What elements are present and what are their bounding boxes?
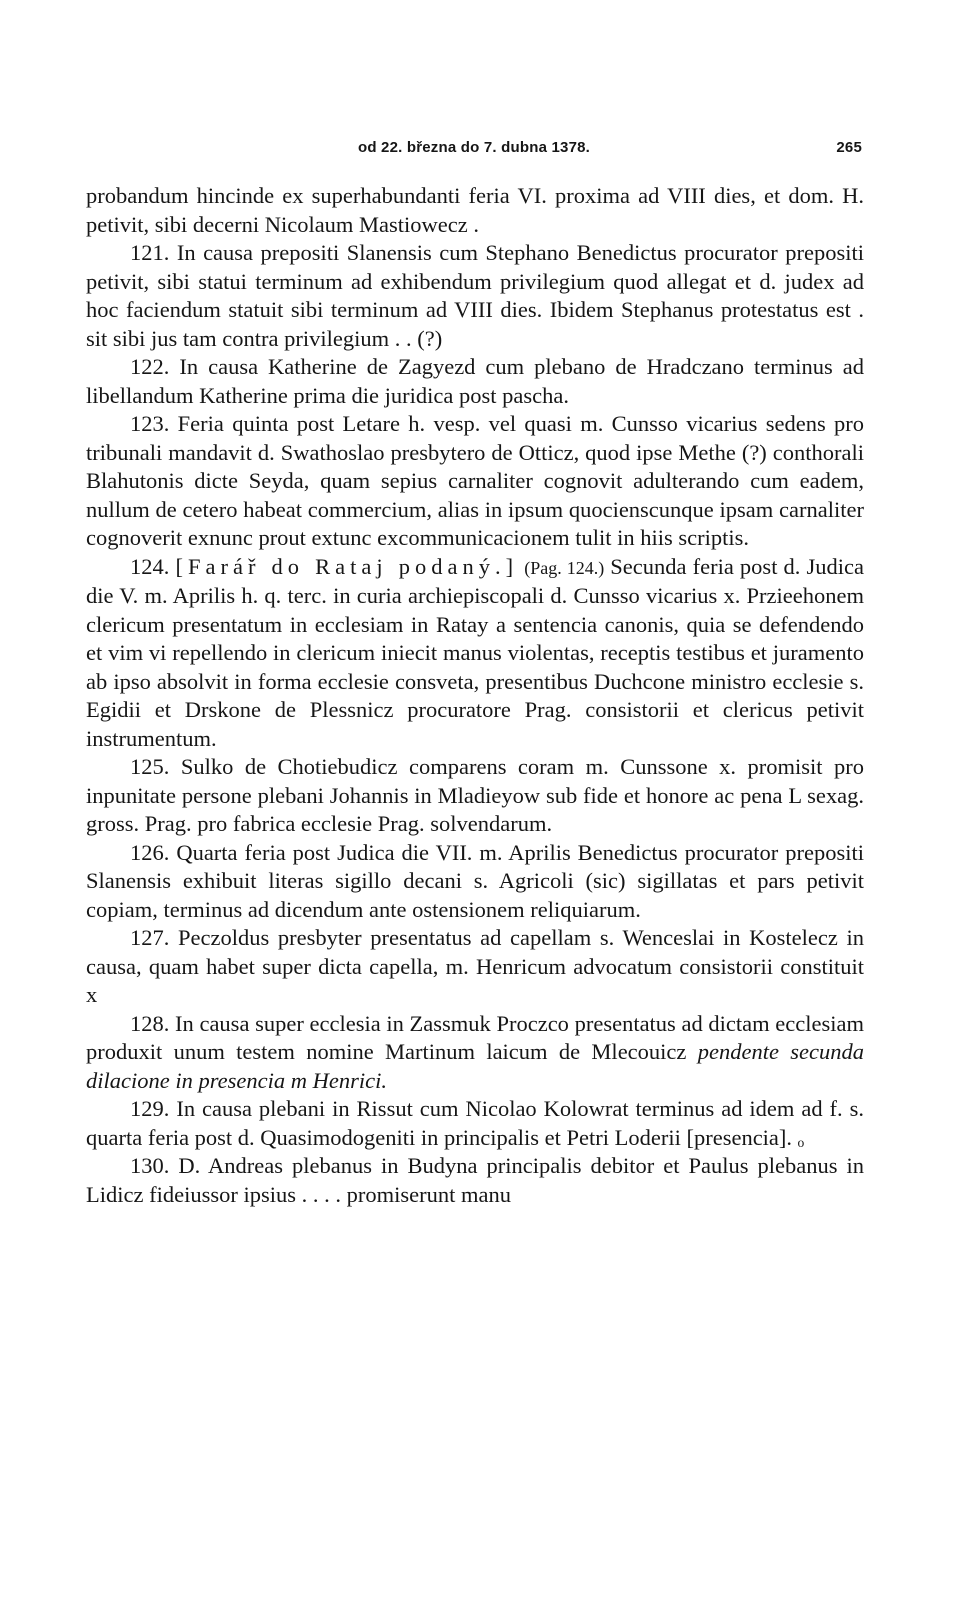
entry-126: 126. Quarta feria post Judica die VII. m. Aprilis Benedictus procurator prepositi Slanensis exhibuit literas sigillo decani s. Agricoli (sic) sigillatas et pars petivit copiam, terminus ad dicendum ante ostensionem reliquiarum. <box>86 839 864 922</box>
entry-129: 129. In causa plebani in Rissut cum Nicolao Kolowrat terminus ad idem ad f. s. quarta feria post d. Quasimodogeniti in principalis et Petri Loderii [presencia]. ₒ <box>86 1096 864 1150</box>
entry-127: 127. Peczoldus presbyter presentatus ad capellam s. Wenceslai in Kostelecz in causa, quam habet super dicta capella, m. Henricum advocatum consistorii constituit x <box>86 925 864 1007</box>
entry-text: 128. In causa super ecclesia in Zassmuk Proczco presentatus ad dictam ecclesiam produxit unum testem nomine Martinum laicum de Mlecouicz <box>86 1010 864 1064</box>
entry-text: Secunda feria post d. Judica die V. m. Aprilis h. q. terc. in curia archiepiscopali d. Cunsso vicarius x. Przieehonem clericum presentatum in ecclesiam in Ratay a sentencia canonis, quia se defendendo et vim vi repellendo in clericum iniecit manus violentas, receptis testibus et juramento ab ipso absolvit in forma ecclesie consveta, presentibus Duchcone ministro ecclesie s. Egidii et Drskone de Plessnicz procuratore Prag. consistorii et clericus petivit instrumentum. <box>86 553 865 751</box>
entry-121: 121. In causa prepositi Slanensis cum Stephano Benedictus procurator prepositi petivit, sibi statui terminum ad exhibendum privilegium quod allegat et d. judex ad hoc faciendum statuit sibi terminum ad VIII dies. Ibidem Stephanus protestatus est . sit sibi jus tam contra privilegium . . (?) <box>86 240 864 351</box>
entry-130: 130. D. Andreas plebanus in Budyna principalis debitor et Paulus plebanus in Lidicz fideiussor ipsius . . . . promiserunt manu <box>86 1153 864 1207</box>
editorial-note: [Farář do Rataj podaný.] <box>175 553 519 579</box>
page-number: 265 <box>836 139 862 156</box>
running-header <box>86 139 862 163</box>
page-reference: (Pag. 124.) <box>524 557 605 578</box>
entry-122: 122. In causa Katherine de Zagyezd cum plebano de Hradczano terminus ad libellandum Katherine prima die juridica post pascha. <box>86 354 864 408</box>
entry-125: 125. Sulko de Chotiebudicz comparens coram m. Cunssone x. promisit pro inpunitate persone plebani Johannis in Mladieyow sub fide et honore ac pena L sexag. gross. Prag. pro fabrica ecclesie Prag. solvendarum. <box>86 754 864 836</box>
entry-124 <box>86 553 864 754</box>
body-text <box>86 182 864 1209</box>
entry-number: 124. <box>130 553 170 579</box>
entry-123: 123. Feria quinta post Letare h. vesp. vel quasi m. Cunsso vicarius sedens pro tribunali mandavit d. Swathoslao presbytero de Otticz, quod ipse Methe (?) conthorali Blahutonis dicte Seyda, quam sepius carnaliter cognovit adulterando cum eadem, nullum de cetero habeat commercium, alias in ipsum quocienscunque ipsam carnaliter cognoverit exnunc prout extunc excommunicacionem tulit in hiis scriptis. <box>86 411 864 550</box>
running-title: od 22. března do 7. dubna 1378. <box>357 139 591 156</box>
entry-128 <box>86 1010 864 1096</box>
continuation-paragraph: probandum hincinde ex superhabundanti feria VI. proxima ad VIII dies, et dom. H. petivit, sibi decerni Nicolaum Mastiowecz . <box>86 183 864 237</box>
entry-italic-text: pendente secunda dilacione in presencia m Henrici. <box>86 1039 864 1093</box>
